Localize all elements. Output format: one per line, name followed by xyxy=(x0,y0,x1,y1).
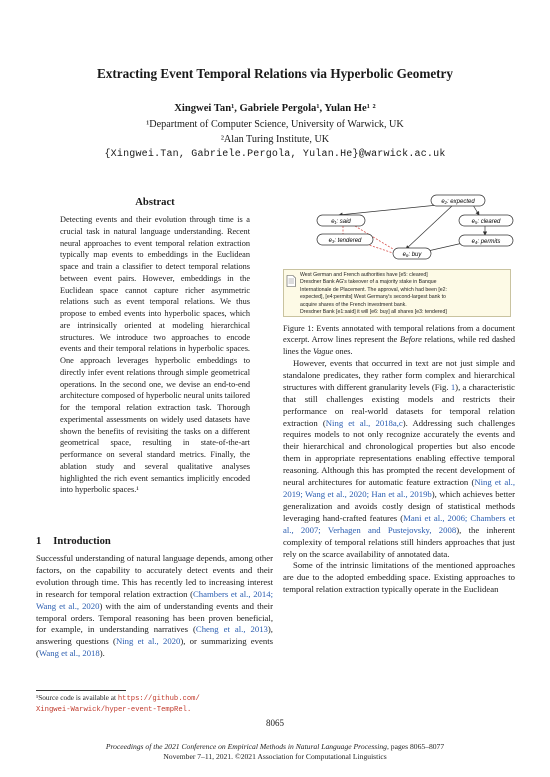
body-text: ). Addressing such challenges requires models to not only recognize accurately the events and their hierarchical and chronological properties but also encode them in appropriate representations enabling effective temporal reasoning. Although this has prompted the recent development of neural architectures for automatic feature extraction ( xyxy=(283,417,515,488)
excerpt-line: Dresdner Bank AG's takeover of a majority stake in Banque xyxy=(300,279,437,286)
footnote-url-part-2[interactable]: Xingwei-Warwick/hyper-event-TempRel. xyxy=(36,706,192,714)
intro-text: ), answering questions ( xyxy=(36,624,273,647)
page-number: 8065 xyxy=(266,718,284,728)
body-text: ), the inherent complexity of temporal relations still hinders approaches that just rely on the scarce availability of annotated data. xyxy=(283,524,515,559)
caption-text: ones. xyxy=(333,346,353,356)
section-heading xyxy=(36,536,111,547)
paragraph xyxy=(283,358,515,560)
footnote-text: ¹Source code is available at xyxy=(36,693,118,702)
node-e3 xyxy=(317,234,373,245)
citation-link[interactable]: Ning et al., 2019; Wang et al., 2020; Han et al., 2019b xyxy=(283,477,516,499)
paper-title: Extracting Event Temporal Relations via Hyperbolic Geometry xyxy=(96,66,454,81)
node-e6 xyxy=(393,248,431,259)
proceedings-pages: , pages 8065–8077 xyxy=(386,742,445,751)
node-e2 xyxy=(431,195,485,206)
node-e4 xyxy=(459,235,513,246)
node-e1 xyxy=(317,215,365,226)
edge-before xyxy=(339,205,438,215)
citation-link[interactable]: Ning et al., 2018a,c xyxy=(325,417,403,428)
svg-text:e₆: buy: e₆: buy xyxy=(402,252,422,258)
body-text: ), a characteristic that still challenges existing models and restricts their performance on real-world datasets for temporal relation extraction ( xyxy=(283,381,515,428)
author-emails: {Xingwei.Tan, Gabriele.Pergola, Yulan.He}@warwick.ac.uk xyxy=(104,149,446,160)
excerpt-line: Dresdner Bank [e1:said] it will [e6: buy] all shares [e3: tendered] xyxy=(300,309,447,316)
excerpt-line: Internationale de Placement. The approval, which had been [e2: xyxy=(300,286,447,293)
edge-before xyxy=(473,205,479,215)
document-excerpt xyxy=(283,269,511,317)
caption-text: relations, while red dashed lines the xyxy=(283,335,515,356)
author-list: Xingwei Tan¹, Gabriele Pergola¹, Yulan He¹ ² xyxy=(174,103,376,114)
abstract-heading: Abstract xyxy=(135,197,175,208)
citation-link[interactable]: Mani et al., 2006; Chambers et al., 2007; Verhagen and Pustejovsky, 2008 xyxy=(283,512,515,535)
intro-text: ), or summarizing events ( xyxy=(36,636,273,659)
svg-text:e₃: tendered: e₃: tendered xyxy=(328,238,362,244)
body-text: However, events that occurred in text are not just simple and standalone predicates, they rather form complex and hierarchical structures with different granularity levels (Fig. xyxy=(283,358,515,392)
edge-before xyxy=(406,205,453,249)
body-text: Some of the intrinsic limitations of the mentioned approaches are due to the adopted embedding space. Existing approaches to temporal relation extraction typically operate in the Euclidean xyxy=(283,560,515,595)
citation-link[interactable]: Wang et al., 2018 xyxy=(38,648,100,659)
caption-before-term: Before xyxy=(400,335,422,345)
intro-right-column xyxy=(283,358,515,596)
paragraph xyxy=(283,560,515,596)
event-graph xyxy=(283,193,515,273)
section-title: Introduction xyxy=(53,536,111,547)
proceedings-venue: Proceedings of the 2021 Conference on Empirical Methods in Natural Language Processing xyxy=(105,742,387,751)
excerpt-line: West German and French authorities have [e5: cleared] xyxy=(300,272,428,278)
affiliation-1: ¹Department of Computer Science, University of Warwick, UK xyxy=(146,119,404,130)
footnote-url-part-1[interactable]: https://github.com/ xyxy=(117,695,200,703)
caption-text: Figure 1: Events annotated with temporal relations from a document excerpt. Arrow lines represent the xyxy=(283,324,515,345)
proceedings-footer xyxy=(0,742,550,761)
proceedings-date: November 7–11, 2021. ©2021 Association for Computational Linguistics xyxy=(163,751,387,761)
svg-text:e₄: permits: e₄: permits xyxy=(471,239,501,245)
body-text: ), which achieves better generalization and avoids costly design of statistical methods leveraging hand-crafted features ( xyxy=(283,488,515,523)
figure-ref-link[interactable]: 1 xyxy=(450,381,456,392)
svg-text:e₂: expected: e₂: expected xyxy=(441,199,475,205)
citation-link[interactable]: Cheng et al., 2013 xyxy=(195,624,268,635)
citation-link[interactable]: Ning et al., 2020 xyxy=(115,636,181,647)
figure-caption xyxy=(283,323,515,357)
intro-text: ). xyxy=(99,648,105,659)
footnote xyxy=(36,693,273,715)
svg-text:e₁: said: e₁: said xyxy=(331,219,351,225)
footnote-rule xyxy=(36,690,126,691)
affiliation-2: ²Alan Turing Institute, UK xyxy=(220,134,330,145)
intro-text: ) with the aim of understanding events and their temporal orders. Temporal reasoning has been proven beneficial, for example, in understanding narratives ( xyxy=(36,600,273,635)
excerpt-line: expected], [e4:permits] West Germany's second-largest bank to xyxy=(300,294,446,301)
node-e5 xyxy=(459,215,513,226)
excerpt-line: acquire shares of the French investment bank. xyxy=(300,301,407,308)
intro-paragraph xyxy=(36,553,273,660)
abstract-text: Detecting events and their evolution through time is a crucial task in natural language understanding. Recent neural approaches to event temporal relation extraction typically map events to embeddings in the Euclidean space and train a classifier to detect temporal relations between event pairs. However, embeddings in the Euclidean space cannot capture richer asymmetric relations such as event temporal relations. We thus propose to embed events into hyperbolic spaces, which are intrinsically oriented at modeling hierarchical structures. We introduce two approaches to encode events and their temporal relations in hyperbolic spaces. One approach leverages hyperbolic embeddings to directly infer event relations through simple geometrical operations. In the second one, we devise an end-to-end architecture composed of hyperbolic neural units tailored for the temporal relation extraction task. Thorough experimental assessments on widely used datasets have shown the benefits of revisiting the tasks on a different geometrical space, resulting in state-of-the-art performance on several standard metrics. Finally, the ablation study and several qualitative analyses highlighted the rich event semantics implicitly encoded into hyperbolic spaces.¹ xyxy=(60,215,250,495)
section-number: 1 xyxy=(36,536,42,547)
intro-text: Successful understanding of natural language depends, among other factors, on the capability to accurately detect events and their evolution through time. This has recently led to increasing interest in research for temporal relation extraction ( xyxy=(36,553,273,599)
caption-vague-term: Vague xyxy=(312,346,334,356)
document-icon xyxy=(286,275,296,287)
svg-text:e₅: cleared: e₅: cleared xyxy=(471,219,501,225)
citation-link[interactable]: Chambers et al., 2014; Wang et al., 2020 xyxy=(36,588,273,611)
